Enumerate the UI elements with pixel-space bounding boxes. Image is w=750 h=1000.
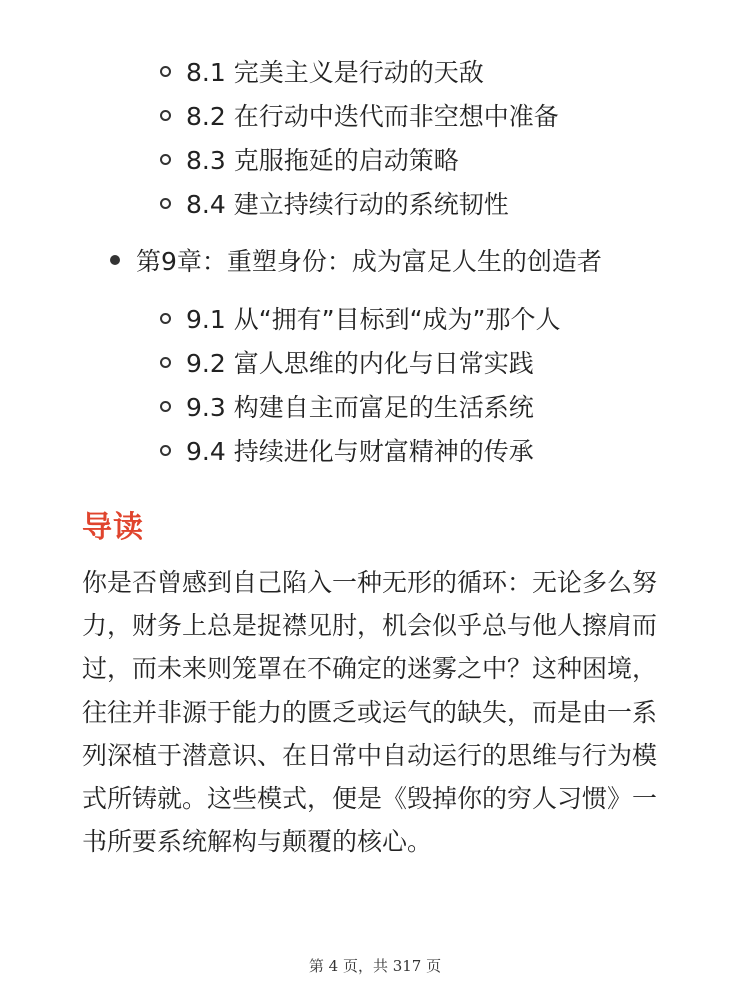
subsection-title: 8.2 在行动中迭代而非空想中准备 bbox=[186, 102, 559, 131]
intro-heading: 导读 bbox=[82, 510, 144, 545]
chapter-title: 第9章：重塑身份：成为富足人生的创造者 bbox=[136, 247, 602, 276]
list-item bbox=[160, 340, 561, 384]
list-item bbox=[160, 137, 559, 181]
page-number-footer: 第 4 页，共 317 页 bbox=[308, 957, 442, 975]
list-item bbox=[160, 428, 561, 472]
chapter9-subsection-list bbox=[160, 296, 561, 472]
list-item bbox=[160, 296, 561, 340]
subsection-title: 8.4 建立持续行动的系统韧性 bbox=[186, 190, 509, 219]
filled-bullet-icon bbox=[110, 255, 120, 265]
hollow-bullet-icon bbox=[160, 66, 171, 77]
hollow-bullet-icon bbox=[160, 401, 171, 412]
list-item bbox=[160, 384, 561, 428]
hollow-bullet-icon bbox=[160, 198, 171, 209]
hollow-bullet-icon bbox=[160, 110, 171, 121]
list-item bbox=[160, 49, 559, 93]
subsection-title: 8.1 完美主义是行动的天敌 bbox=[186, 58, 484, 87]
chapter9-heading-item bbox=[110, 238, 602, 282]
intro-paragraph: 你是否曾感到自己陷入一种无形的循环：无论多么努力，财务上总是捉襟见肘，机会似乎总与他人擦肩而过，而未来则笼罩在不确定的迷雾之中？这种困境，往往并非源于能力的匮乏或运气的缺失，而是由一系列深植于潜意识、在日常中自动运行的思维与行为模式所铸就。这些模式，便是《毁掉你的穷人习惯》一书所要系统解构与颠覆的核心。 bbox=[82, 568, 658, 857]
subsection-title: 9.1 从“拥有”目标到“成为”那个人 bbox=[186, 305, 561, 334]
hollow-bullet-icon bbox=[160, 357, 171, 368]
list-item bbox=[160, 181, 559, 225]
hollow-bullet-icon bbox=[160, 445, 171, 456]
list-item bbox=[160, 93, 559, 137]
subsection-title: 9.2 富人思维的内化与日常实践 bbox=[186, 349, 534, 378]
subsection-title: 8.3 克服拖延的启动策略 bbox=[186, 146, 459, 175]
chapter8-subsection-list bbox=[160, 49, 559, 225]
hollow-bullet-icon bbox=[160, 154, 171, 165]
subsection-title: 9.3 构建自主而富足的生活系统 bbox=[186, 393, 534, 422]
hollow-bullet-icon bbox=[160, 313, 171, 324]
subsection-title: 9.4 持续进化与财富精神的传承 bbox=[186, 437, 534, 466]
